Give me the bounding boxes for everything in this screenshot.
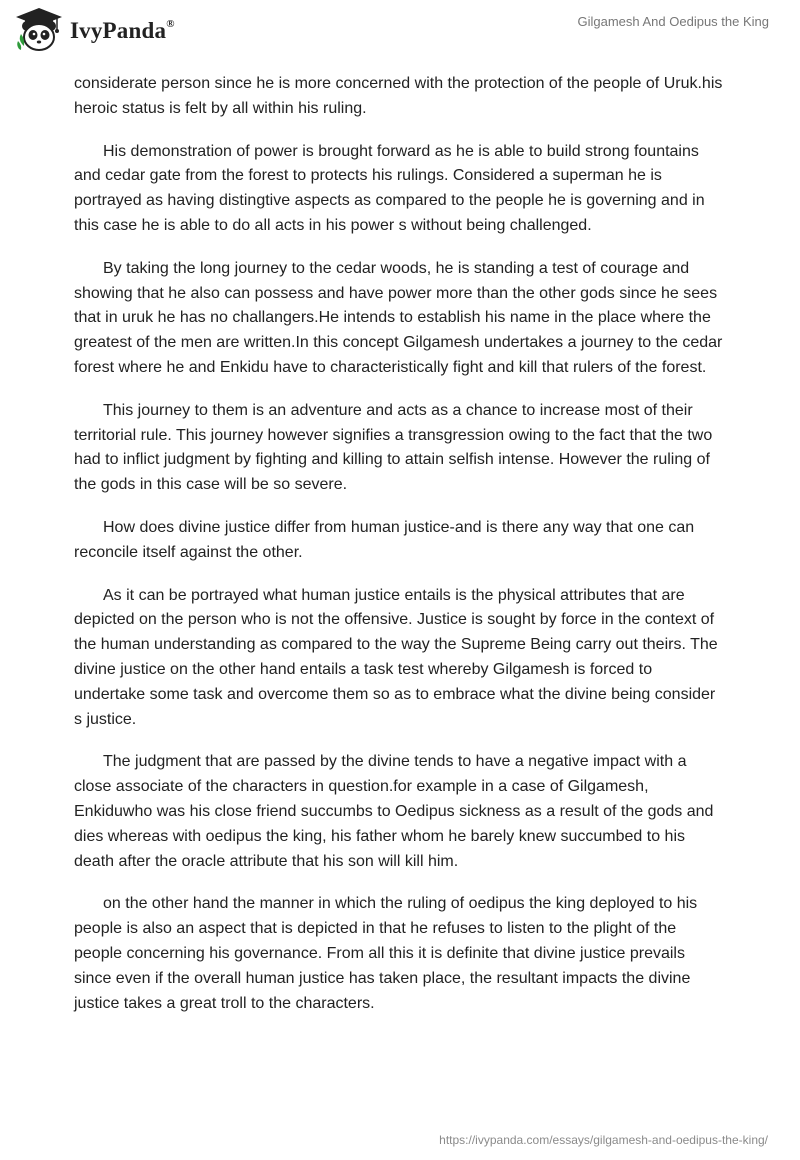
panda-graduate-icon — [14, 6, 64, 52]
paragraph: By taking the long journey to the cedar woods, he is standing a test of courage and showing that he also can possess and have power more than the other gods since he sees that in uruk he has no challangers.He intends to establish his name in the place where the greatest of the men are written.In this concept Gilgamesh undertakes a journey to the cedar forest where he and Enkidu have to characteristically fight and kill that rulers of the forest. — [74, 259, 723, 376]
paragraph: How does divine justice differ from human justice-and is there any way that one can reconcile itself against the other. — [74, 518, 695, 561]
source-url[interactable]: https://ivypanda.com/essays/gilgamesh-and-oedipus-the-king/ — [439, 1133, 768, 1147]
document-title: Gilgamesh And Oedipus the King — [577, 14, 769, 29]
essay-body — [74, 72, 726, 1034]
ivypanda-logo[interactable] — [14, 6, 175, 52]
paragraph: This journey to them is an adventure and acts as a chance to increase most of their territorial rule. This journey however signifies a transgression owing to the fact that the two had to inflict judgment by fighting and killing to attain selfish intense. However the ruling of the gods in this case will be so severe. — [74, 401, 713, 494]
page-header — [0, 0, 800, 70]
paragraph: As it can be portrayed what human justice entails is the physical attributes that are depicted on the person who is not the offensive. Justice is sought by force in the context of the human understanding as compared to the way the Supreme Being carry out theirs. The divine justice on the other hand entails a task test whereby Gilgamesh is forced to undertake some task and overcome them so as to embrace what the divine being consider s justice. — [74, 586, 718, 728]
paragraph: considerate person since he is more concerned with the protection of the people of Uruk.his heroic status is felt by all within his ruling. — [74, 75, 723, 117]
brand-name: IvyPanda® — [70, 18, 175, 43]
paragraph: His demonstration of power is brought forward as he is able to build strong fountains and cedar gate from the forest to protects his rulings. Considered a superman he is portrayed as having distingtive aspects as compared to the people he is governing and in this case he is able to do all acts in his power s without being challenged. — [74, 142, 705, 234]
paragraph: The judgment that are passed by the divine tends to have a negative impact with a close associate of the characters in question.for example in a case of Gilgamesh, Enkiduwho was his close friend succumbs to Oedipus sickness as a result of the gods and dies whereas with oedipus the king, his father whom he barely knew succumbed to his death after the oracle attribute that his son will kill him. — [74, 753, 714, 870]
paragraph: on the other hand the manner in which the ruling of oedipus the king deployed to his people is also an aspect that is depicted in that he refuses to listen to the plight of the people concerning his governance. From all this it is definite that divine justice prevails since even if the overall human justice has taken place, the resultant impacts the divine justice takes a great troll to the characters. — [74, 895, 698, 1012]
